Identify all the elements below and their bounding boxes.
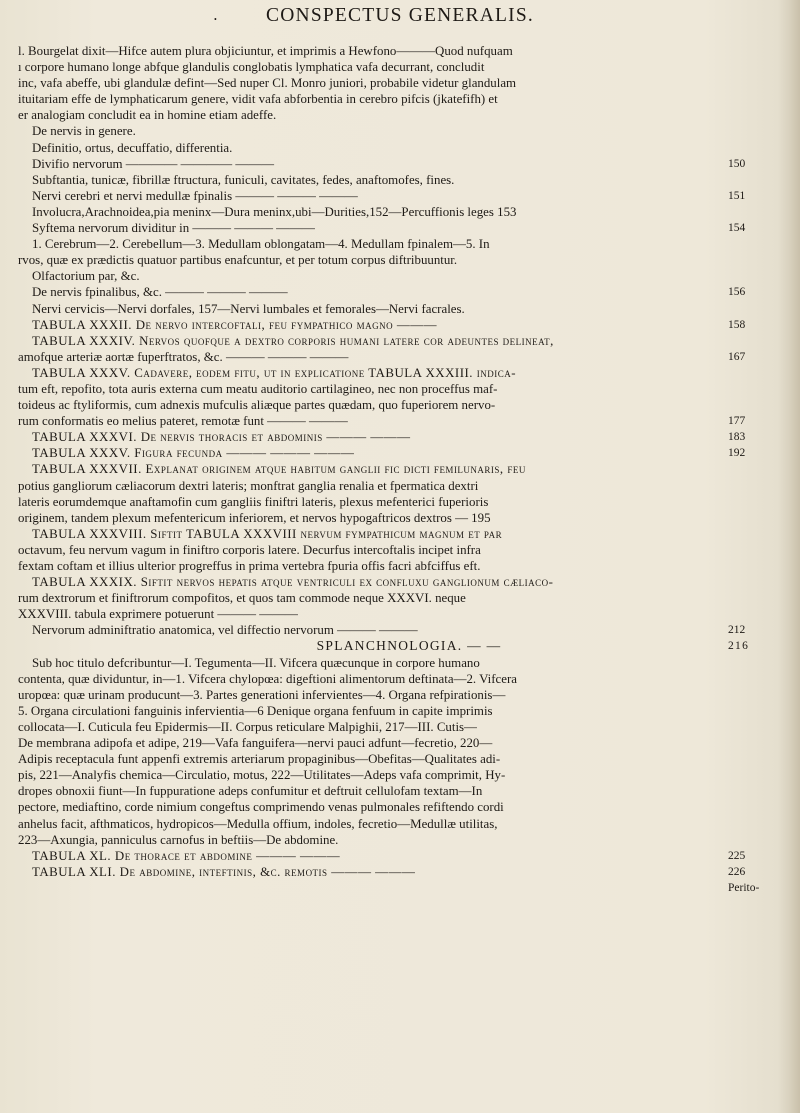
line-text: rum dextrorum et finiftrorum compofitos, et quos tam commode neque XXXVI. neque (18, 591, 466, 606)
text-line (18, 91, 800, 107)
text-line (18, 43, 800, 59)
line-text: Adipis receptacula funt appenfi extremis arteriarum propaginibus—Obefitas—Qualitates adi- (18, 752, 501, 767)
line-text: Nervi cerebri et nervi medullæ fpinalis ——— ——— ——— (32, 188, 358, 203)
text-line (18, 751, 800, 767)
line-text: TABULA XXXIV. Nervos quofque a dextro corporis humani latere cor adeuntes delineat, (32, 333, 554, 348)
text-line (18, 655, 800, 671)
text-line (18, 236, 800, 252)
line-text: inc, vafa abeffe, ubi glandulæ defint—Sed nuper Cl. Monro juniori, probabile videtur glandulam (18, 76, 517, 91)
text-line (18, 590, 800, 606)
text-line (18, 526, 800, 542)
text-line (18, 349, 800, 365)
text-line (18, 220, 800, 236)
text-line (18, 284, 800, 300)
section-heading (18, 638, 800, 654)
text-line (18, 381, 800, 397)
text-line (18, 799, 800, 815)
line-text: TABULA XXXV. Figura fecunda ——— ——— ——— (32, 446, 355, 461)
text-line (18, 413, 800, 429)
text-line (18, 107, 800, 123)
line-text: TABULA XXXIX. Siftit nervos hepatis atque ventriculi ex confluxu ganglionum cæliaco- (32, 575, 554, 590)
line-text: 223—Axungia, panniculus carnofus in beftiis—De abdomine. (18, 832, 339, 847)
line-text: pectore, mediaftino, corde nimium congeftus comprimendo venas pulmonales refiftendo cordi (18, 800, 504, 815)
line-text: dropes obnoxii fiunt—In fuppuratione adeps confumitur et deftruit cellulofam textam—In (18, 784, 483, 799)
page-reference-number: 150 (728, 157, 746, 170)
line-text: Definitio, ortus, decuffatio, differentia. (32, 140, 233, 155)
page-reference-number: 167 (728, 350, 746, 363)
line-text: collocata—I. Cuticula feu Epidermis—II. Corpus reticulare Malpighii, 217—III. Cutis— (18, 719, 477, 734)
text-line (18, 301, 800, 317)
line-text: XXXVIII. tabula exprimere potuerunt ——— ——— (18, 607, 298, 622)
line-text: l. Bourgelat dixit—Hifce autem plura objiciuntur, et imprimis a Hewfono———Quod nufquam (18, 44, 513, 58)
text-line (18, 880, 800, 896)
text-line (18, 832, 800, 848)
page-reference-number: 226 (728, 865, 746, 878)
page-reference-number: 158 (728, 318, 746, 331)
line-text: 5. Organa circulationi fanguinis infervientia—6 Denique organa fenfuum in capite imprimis (18, 703, 493, 718)
line-text: Nervorum adminiftratio anatomica, vel diffectio nervorum ——— ——— (32, 623, 418, 638)
line-text: lateris eorumdemque anaftamofin cum gangliis finiftri lateris, plexus mefenterici fuperioris (18, 494, 489, 509)
body-text (18, 43, 800, 896)
text-line (18, 719, 800, 735)
line-text: TABULA XXXVI. De nervis thoracis et abdominis ——— ——— (32, 430, 411, 445)
text-line (18, 156, 800, 172)
line-text: De membrana adipofa et adipe, 219—Vafa fanguifera—nervi pauci adfunt—fecretio, 220— (18, 736, 493, 751)
line-text: ı corpore humano longe abfque glandulis conglobatis lymphatica vafa decurrant, concludit (18, 60, 485, 75)
line-text: originem, tandem plexum mefentericum inferiorem, et nervos hypogaftricos dextros — 195 (18, 510, 491, 525)
line-text: potius gangliorum cæliacorum dextri lateris; monftrat ganglia renalia et fpermatica dextri (18, 478, 479, 493)
line-text: TABULA XLI. De abdomine, inteftinis, &c. remotis ——— ——— (32, 864, 416, 879)
text-line (18, 510, 800, 526)
text-line (18, 478, 800, 494)
text-line (18, 848, 800, 864)
text-line (18, 317, 800, 333)
text-line (18, 783, 800, 799)
line-text: uropœa: quæ urinam producunt—3. Partes generationi infervientes—4. Organa refpirationis— (18, 687, 506, 702)
line-text: TABULA XXXVII. Explanat originem atque habitum ganglii fic dicti femilunaris, feu (32, 462, 526, 477)
text-line (18, 172, 800, 188)
text-line (18, 204, 800, 220)
line-text: tum eft, repofito, tota auris externa cum meatu auditorio cartilagineo, nec non proceffus maf- (18, 381, 498, 396)
text-line (18, 397, 800, 413)
text-line (18, 140, 800, 156)
text-line (18, 703, 800, 719)
line-text: Sub hoc titulo defcribuntur—I. Tegumenta—II. Vifcera quæcunque in corpore humano (32, 655, 480, 670)
line-text: Divifio nervorum ———— ———— ——— (32, 156, 275, 171)
text-line (18, 735, 800, 751)
line-text: octavum, feu nervum vagum in finiftro corporis latere. Decurfus intercoftalis incipet infra (18, 542, 481, 557)
line-text: TABULA XXXV. Cadavere, eodem fitu, ut in explicatione TABULA XXXIII. indica- (32, 365, 517, 380)
line-text: ituitariam effe de lymphaticarum genere, vidit vafa abforbentia in cerebro pifcis (jkatefifh) et (18, 92, 498, 107)
line-text: rum conformatis eo melius pateret, remotæ funt ——— ——— (18, 414, 348, 429)
line-text: 1. Cerebrum—2. Cerebellum—3. Medullam oblongatam—4. Medullam fpinalem—5. In (32, 237, 490, 252)
text-line (18, 542, 800, 558)
running-header (0, 5, 800, 35)
text-line (18, 429, 800, 445)
text-line (18, 864, 800, 880)
line-text: Subftantia, tunicæ, fibrillæ ftructura, funiculi, cavitates, fedes, anaftomofes, fines. (32, 172, 455, 187)
line-text: Nervi cervicis—Nervi dorfales, 157—Nervi lumbales et femorales—Nervi facrales. (32, 301, 465, 316)
line-text: anhelus facit, afthmaticos, hydropicos—Medulla offium, indoles, fecretio—Medullæ utilitas, (18, 816, 498, 831)
header-title: CONSPECTUS GENERALIS. (266, 5, 534, 26)
line-text: De nervis fpinalibus, &c. ——— ——— ——— (32, 285, 288, 300)
line-text: pis, 221—Analyfis chemica—Circulatio, motus, 222—Utilitates—Adeps vafa comprimit, Hy- (18, 768, 506, 783)
page-reference-number: 156 (728, 286, 746, 299)
line-text: fextam coftam et illius ulterior progreffus in prima vertebra fpuria offis facri abfciffus eft. (18, 559, 481, 573)
line-text: TABULA XL. De thorace et abdomine ——— ——— (32, 848, 341, 863)
line-text: Involucra,Arachnoidea,pia meninx—Dura meninx,ubi—Durities,152—Percuffionis leges 153 (32, 204, 517, 219)
page-reference-number: 151 (728, 189, 746, 202)
line-text: toideus ac ftyliformis, cum adnexis mufculis aliæque partes quædam, quo fuperiorem nervo- (18, 398, 496, 413)
line-text: amofque arteriæ aortæ fuperftratos, &c. ——— ——— ——— (18, 349, 349, 364)
text-line (18, 767, 800, 783)
line-text: De nervis in genere. (32, 124, 136, 139)
text-line (18, 365, 800, 381)
line-text: Syftema nervorum dividitur in ——— ——— ——— (32, 221, 315, 236)
page-reference-number: 192 (728, 447, 746, 460)
text-line (18, 558, 800, 574)
text-line (18, 671, 800, 687)
text-line (18, 445, 800, 461)
text-line (18, 816, 800, 832)
text-line (18, 461, 800, 477)
line-text: SPLANCHNOLOGIA. — — (316, 638, 502, 654)
page-reference-number: 212 (728, 624, 746, 637)
text-line (18, 188, 800, 204)
text-line (18, 687, 800, 703)
page-reference-number: 216 (728, 640, 750, 653)
line-text: er analogiam concludit ea in homine etiam adeffe. (18, 108, 277, 123)
text-line (18, 59, 800, 75)
text-line (18, 494, 800, 510)
text-line (18, 606, 800, 622)
page-reference-number: 183 (728, 431, 746, 444)
line-text: Olfactorium par, &c. (32, 269, 140, 284)
line-text: TABULA XXXII. De nervo intercoftali, feu fympathico magno ——— (32, 317, 437, 332)
page-reference-number: 154 (728, 222, 746, 235)
text-line (18, 123, 800, 139)
text-line (18, 574, 800, 590)
page-reference-number: 177 (728, 415, 746, 428)
line-text: rvos, quæ ex prædictis quatuor partibus enafcuntur, et per totum corpus diftribuuntur. (18, 253, 458, 268)
text-line (18, 622, 800, 638)
line-text: contenta, quæ dividuntur, in—1. Vifcera chylopœa: digeftioni alimentorum deftinata—2. Vifcera (18, 671, 517, 686)
page-reference-number: 225 (728, 849, 746, 862)
text-line (18, 333, 800, 349)
text-line (18, 268, 800, 284)
text-line (18, 252, 800, 268)
text-line (18, 75, 800, 91)
line-text: TABULA XXXVIII. Siftit TABULA XXXVIII nervum fympathicum magnum et par (32, 526, 503, 541)
page-reference-number: Perito- (728, 881, 760, 894)
header-bullet: • (214, 15, 219, 24)
